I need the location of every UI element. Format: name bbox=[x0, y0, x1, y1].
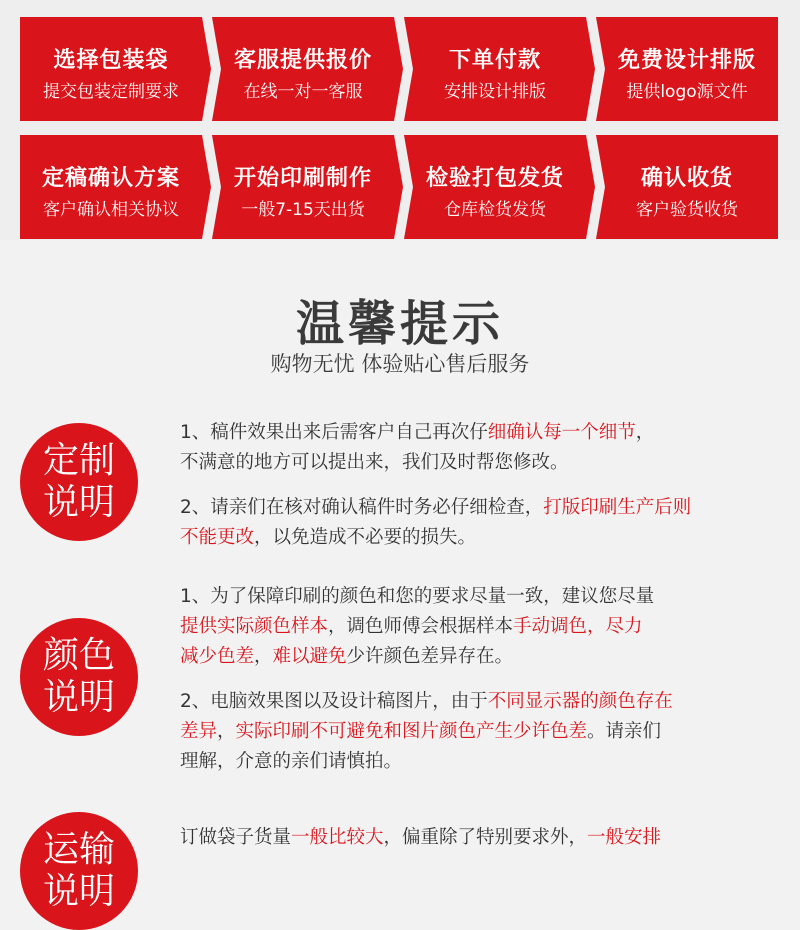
highlight-text: 不能更改 bbox=[180, 527, 255, 548]
step-title: 免费设计排版 bbox=[617, 48, 756, 73]
step-title: 选择包装袋 bbox=[53, 48, 169, 73]
highlight-text: 实际印刷不可避免和图片颜色产生少许色差 bbox=[235, 721, 588, 742]
step-subtitle: 一般7-15天出货 bbox=[241, 200, 365, 220]
badge-line2: 说明 bbox=[42, 482, 115, 523]
step-subtitle: 仓库检货发货 bbox=[444, 200, 546, 220]
step-1 bbox=[20, 17, 202, 121]
shipping-note-1 bbox=[180, 823, 792, 853]
step-subtitle: 安排设计排版 bbox=[444, 82, 546, 102]
highlight-text: 一般安排 bbox=[587, 827, 662, 848]
custom-badge bbox=[20, 423, 138, 541]
shipping-badge bbox=[20, 812, 138, 930]
text: ，偏重除了特别要求外， bbox=[383, 827, 588, 848]
process-steps bbox=[0, 0, 800, 240]
highlight-text: 减少色差 bbox=[180, 646, 255, 667]
step-7 bbox=[404, 135, 586, 239]
custom-note-1 bbox=[180, 418, 792, 478]
text: ，调色师傅会根据样本 bbox=[328, 616, 514, 637]
step-title: 确认收货 bbox=[640, 166, 733, 191]
badge-line2: 说明 bbox=[42, 677, 115, 718]
badge-line2: 说明 bbox=[42, 871, 115, 912]
step-8 bbox=[596, 135, 778, 239]
text: 。请亲们 bbox=[587, 721, 662, 742]
badge-line1: 颜色 bbox=[42, 635, 115, 676]
step-subtitle: 提交包装定制要求 bbox=[43, 82, 179, 102]
step-subtitle: 在线一对一客服 bbox=[243, 82, 363, 102]
step-title: 定稿确认方案 bbox=[41, 166, 180, 191]
step-5 bbox=[20, 135, 202, 239]
highlight-text: 差异 bbox=[180, 721, 218, 742]
text: 订做袋子货量 bbox=[180, 827, 292, 848]
text: 1、为了保障印刷的颜色和您的要求尽量一致，建议您尽量 bbox=[180, 586, 655, 607]
highlight-text: 手动调色，尽力 bbox=[513, 616, 643, 637]
custom-note-2 bbox=[180, 493, 792, 553]
step-title: 客服提供报价 bbox=[233, 48, 372, 73]
color-note-2 bbox=[180, 687, 792, 777]
tips-heading: 温馨提示 bbox=[295, 296, 504, 352]
step-title: 开始印刷制作 bbox=[233, 166, 372, 191]
text: ， bbox=[217, 721, 236, 742]
highlight-text: 难以避免 bbox=[272, 646, 347, 667]
step-subtitle: 客户确认相关协议 bbox=[43, 200, 179, 220]
text: 少许颜色差异存在。 bbox=[346, 646, 514, 667]
tips-subheading: 购物无忧 体验贴心售后服务 bbox=[270, 352, 530, 376]
highlight-text: 一般比较大 bbox=[291, 827, 384, 848]
step-4 bbox=[596, 17, 778, 121]
step-6 bbox=[212, 135, 394, 239]
badge-line1: 定制 bbox=[42, 440, 115, 481]
color-badge bbox=[20, 618, 138, 736]
text: ， bbox=[635, 422, 655, 443]
text: 理解，介意的亲们请慎拍。 bbox=[180, 751, 403, 772]
highlight-text: 打版印刷生产后则 bbox=[543, 497, 692, 518]
text: 1、稿件效果出来后需客户自己再次仔 bbox=[180, 422, 488, 443]
text: 2、电脑效果图以及设计稿图片，由于 bbox=[180, 691, 488, 712]
step-subtitle: 客户验货收货 bbox=[636, 200, 738, 220]
tips-section bbox=[0, 240, 800, 912]
highlight-text: 提供实际颜色样本 bbox=[180, 616, 329, 637]
step-subtitle: 提供logo源文件 bbox=[626, 82, 748, 102]
step-2 bbox=[212, 17, 394, 121]
highlight-text: 不同显示器的颜色存在 bbox=[487, 691, 673, 712]
text: 2、请亲们在核对确认稿件时务必仔细检查， bbox=[180, 497, 544, 518]
step-title: 检验打包发货 bbox=[425, 166, 564, 191]
highlight-text: 细确认每一个细节 bbox=[487, 422, 636, 443]
step-title: 下单付款 bbox=[448, 48, 541, 73]
badge-line1: 运输 bbox=[42, 829, 115, 870]
text: 不满意的地方可以提出来，我们及时帮您修改。 bbox=[180, 452, 569, 473]
text: ，以免造成不必要的损失。 bbox=[254, 527, 477, 548]
color-note-1 bbox=[180, 582, 792, 672]
step-3 bbox=[404, 17, 586, 121]
text: ， bbox=[254, 646, 273, 667]
